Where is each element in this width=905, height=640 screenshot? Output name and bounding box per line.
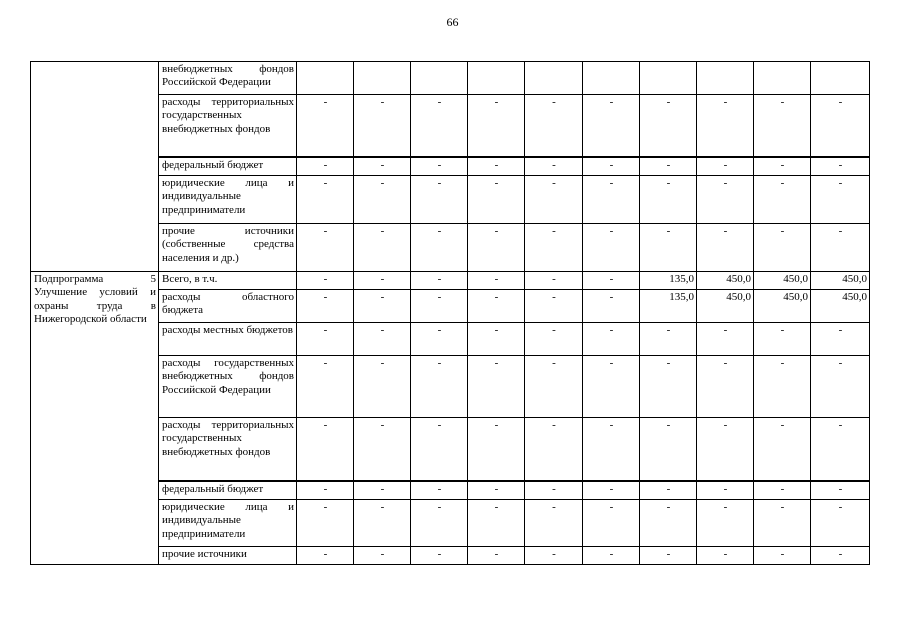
value-cell: - [354, 481, 411, 500]
value-cell: - [640, 224, 697, 272]
value-cell [640, 62, 697, 95]
value-cell: - [583, 356, 640, 418]
value-cell: - [754, 157, 811, 176]
funding-source-cell: прочие источники (собственные средства населения и др.) [159, 224, 297, 272]
value-cell: - [354, 95, 411, 157]
value-cell: - [525, 418, 583, 481]
value-cell: - [411, 176, 468, 224]
value-cell: - [354, 176, 411, 224]
value-cell: - [354, 272, 411, 290]
value-cell: - [297, 481, 354, 500]
value-cell: - [583, 272, 640, 290]
value-cell: - [297, 418, 354, 481]
value-cell: - [583, 224, 640, 272]
value-cell: - [811, 323, 870, 356]
value-cell: - [468, 290, 525, 323]
value-cell: - [754, 95, 811, 157]
value-cell: - [354, 547, 411, 565]
value-cell: - [525, 500, 583, 547]
value-cell: - [411, 481, 468, 500]
value-cell: - [640, 95, 697, 157]
value-cell: - [583, 547, 640, 565]
value-cell: - [811, 157, 870, 176]
value-cell: - [697, 224, 754, 272]
value-cell: - [640, 500, 697, 547]
value-cell: - [525, 356, 583, 418]
value-cell: - [525, 547, 583, 565]
value-cell [583, 62, 640, 95]
value-cell: - [468, 418, 525, 481]
value-cell: - [525, 290, 583, 323]
value-cell: - [583, 481, 640, 500]
value-cell: 450,0 [754, 290, 811, 323]
value-cell: - [811, 95, 870, 157]
value-cell: - [525, 176, 583, 224]
value-cell: - [525, 157, 583, 176]
value-cell: - [354, 418, 411, 481]
value-cell: - [468, 176, 525, 224]
funding-source-cell: юридические лица и индивидуальные предприниматели [159, 500, 297, 547]
value-cell: - [411, 95, 468, 157]
value-cell: 450,0 [697, 290, 754, 323]
value-cell: - [811, 500, 870, 547]
value-cell: - [754, 418, 811, 481]
value-cell: 450,0 [811, 272, 870, 290]
value-cell: 135,0 [640, 290, 697, 323]
value-cell: - [525, 224, 583, 272]
value-cell: - [411, 500, 468, 547]
value-cell: - [297, 224, 354, 272]
funding-source-cell: Всего, в т.ч. [159, 272, 297, 290]
value-cell: - [583, 157, 640, 176]
funding-source-cell: федеральный бюджет [159, 157, 297, 176]
value-cell: - [583, 418, 640, 481]
value-cell: - [468, 157, 525, 176]
value-cell: 450,0 [811, 290, 870, 323]
value-cell: - [754, 356, 811, 418]
value-cell: - [583, 323, 640, 356]
funding-source-cell: расходы территориальных государственных внебюджетных фондов [159, 95, 297, 157]
funding-source-cell: прочие источники [159, 547, 297, 565]
value-cell: - [468, 272, 525, 290]
value-cell [297, 62, 354, 95]
value-cell: - [468, 224, 525, 272]
funding-source-cell: расходы территориальных государственных внебюджетных фондов [159, 418, 297, 481]
value-cell: - [640, 547, 697, 565]
value-cell: - [411, 356, 468, 418]
value-cell [468, 62, 525, 95]
value-cell: - [297, 290, 354, 323]
value-cell: - [411, 224, 468, 272]
value-cell: - [411, 323, 468, 356]
value-cell: - [640, 356, 697, 418]
page-number: 66 [446, 15, 459, 29]
value-cell: - [697, 547, 754, 565]
value-cell: - [754, 481, 811, 500]
value-cell: - [297, 157, 354, 176]
value-cell: - [640, 418, 697, 481]
funding-source-cell: расходы местных бюджетов [159, 323, 297, 356]
value-cell: - [697, 176, 754, 224]
value-cell: - [754, 323, 811, 356]
program-cell: Подпрограмма 5 Улучшение условий и охраны труда в Нижегородской области [31, 272, 159, 565]
value-cell: - [583, 500, 640, 547]
value-cell: - [525, 481, 583, 500]
value-cell: - [468, 356, 525, 418]
value-cell: - [525, 272, 583, 290]
value-cell: - [697, 95, 754, 157]
program-cell [31, 62, 159, 272]
value-cell [525, 62, 583, 95]
value-cell: - [697, 356, 754, 418]
value-cell: - [354, 323, 411, 356]
value-cell: - [811, 224, 870, 272]
value-cell: - [640, 157, 697, 176]
value-cell: - [697, 157, 754, 176]
value-cell: - [411, 272, 468, 290]
table-row [31, 62, 870, 95]
value-cell: - [297, 176, 354, 224]
value-cell: - [468, 547, 525, 565]
value-cell: - [297, 547, 354, 565]
value-cell: - [754, 547, 811, 565]
value-cell: - [583, 176, 640, 224]
value-cell [354, 62, 411, 95]
value-cell [811, 62, 870, 95]
value-cell: 135,0 [640, 272, 697, 290]
value-cell: - [697, 500, 754, 547]
value-cell: - [640, 176, 697, 224]
value-cell: - [411, 290, 468, 323]
funding-source-cell: расходы областного бюджета [159, 290, 297, 323]
value-cell: - [468, 323, 525, 356]
value-cell: - [697, 481, 754, 500]
value-cell: - [468, 500, 525, 547]
funding-source-cell: юридические лица и индивидуальные предприниматели [159, 176, 297, 224]
value-cell [754, 62, 811, 95]
value-cell: - [525, 95, 583, 157]
value-cell: - [297, 500, 354, 547]
value-cell: - [411, 157, 468, 176]
value-cell: - [811, 356, 870, 418]
funding-source-cell: федеральный бюджет [159, 481, 297, 500]
value-cell: - [411, 547, 468, 565]
value-cell: - [697, 323, 754, 356]
value-cell: - [640, 481, 697, 500]
value-cell: - [811, 418, 870, 481]
value-cell: - [354, 500, 411, 547]
value-cell: - [754, 224, 811, 272]
value-cell: - [525, 323, 583, 356]
value-cell: - [754, 500, 811, 547]
value-cell: - [297, 272, 354, 290]
table-body [31, 62, 870, 565]
value-cell: - [354, 290, 411, 323]
value-cell: - [468, 95, 525, 157]
value-cell: - [297, 356, 354, 418]
value-cell: 450,0 [697, 272, 754, 290]
funding-source-cell: внебюджетных фондов Российской Федерации [159, 62, 297, 95]
value-cell: - [640, 323, 697, 356]
value-cell: - [811, 547, 870, 565]
value-cell: - [354, 356, 411, 418]
value-cell: - [297, 95, 354, 157]
value-cell: - [583, 95, 640, 157]
value-cell: - [297, 323, 354, 356]
value-cell: 450,0 [754, 272, 811, 290]
value-cell: - [411, 418, 468, 481]
value-cell: - [354, 224, 411, 272]
table-row [31, 272, 870, 290]
value-cell: - [583, 290, 640, 323]
value-cell: - [468, 481, 525, 500]
value-cell: - [697, 418, 754, 481]
budget-table [30, 61, 870, 565]
value-cell [411, 62, 468, 95]
value-cell: - [754, 176, 811, 224]
value-cell: - [354, 157, 411, 176]
value-cell: - [811, 176, 870, 224]
value-cell: - [811, 481, 870, 500]
funding-source-cell: расходы государственных внебюджетных фондов Российской Федерации [159, 356, 297, 418]
value-cell [697, 62, 754, 95]
